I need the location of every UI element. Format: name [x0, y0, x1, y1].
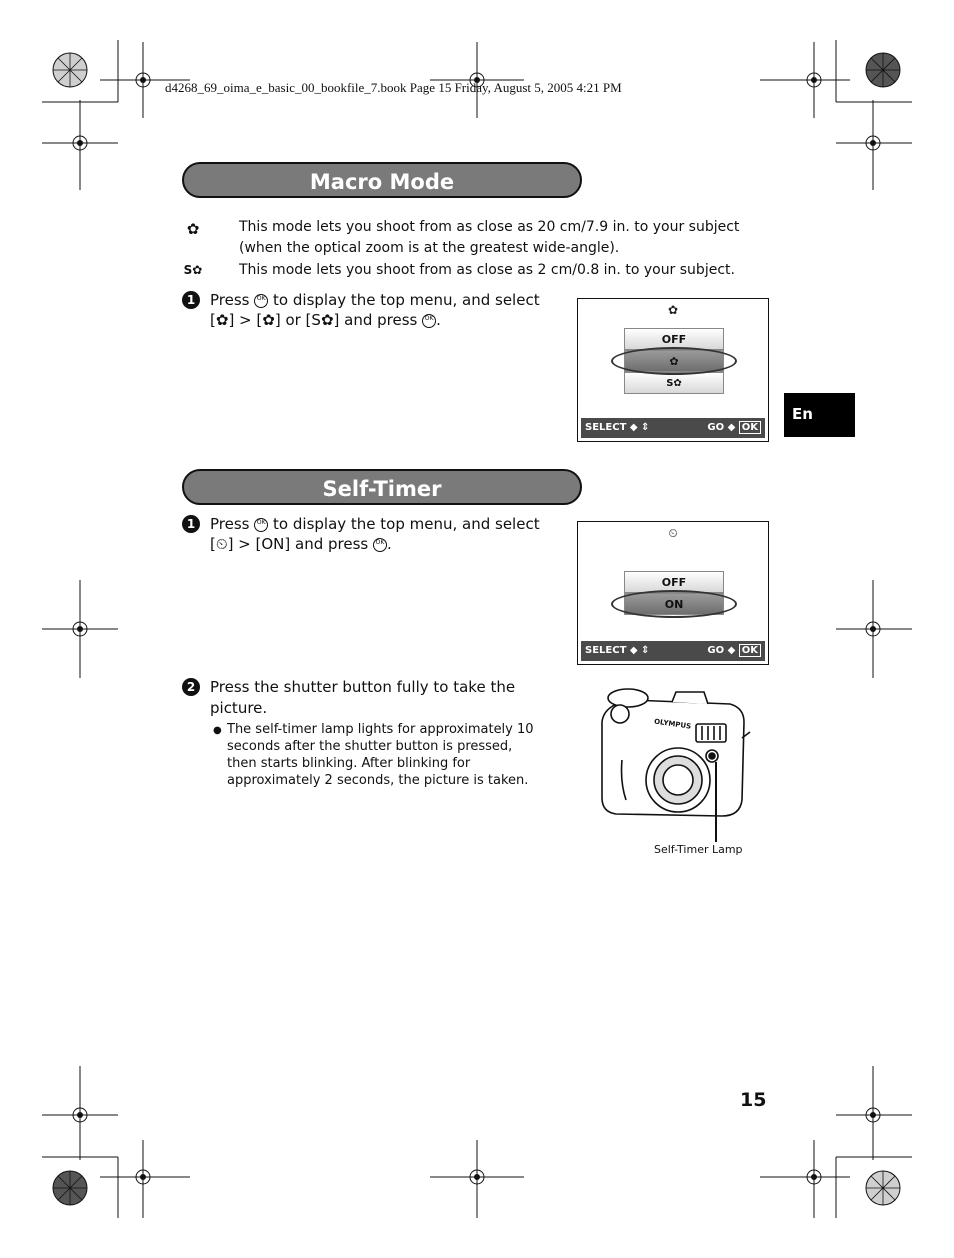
lcd-option-macro[interactable]: ✿	[624, 350, 724, 372]
macro-lcd-screen	[577, 298, 769, 442]
macro-icon: ✿	[186, 220, 200, 238]
lcd-button-bar: SELECT ◆ ⇕ GO ◆ OK	[581, 641, 765, 661]
self-timer-lcd-screen	[577, 521, 769, 665]
super-macro-description: This mode lets you shoot from as close as 2 cm/0.8 in. to your subject.	[239, 262, 735, 278]
brand-logo: OLYMPUS	[653, 717, 692, 731]
ok-label: OK	[739, 644, 761, 657]
lcd-title: ✿	[581, 302, 765, 318]
book-header: d4268_69_oima_e_basic_00_bookfile_7.book Page 15 Friday, August 5, 2005 4:21 PM	[165, 80, 622, 95]
ok-menu-icon: OK	[373, 538, 387, 552]
self-timer-heading: Self-Timer	[182, 469, 582, 505]
go-label: GO	[707, 645, 725, 656]
ok-label: OK	[739, 421, 761, 434]
step-number: 1	[182, 291, 200, 309]
macro-mode-heading: Macro Mode	[182, 162, 582, 198]
language-tab: En	[784, 393, 855, 437]
self-timer-step-1: Press OK to display the top menu, and select [⏲] > [ON] and press OK .	[210, 515, 540, 553]
super-macro-icon: S✿	[183, 263, 203, 277]
go-label: GO	[707, 422, 725, 433]
macro-step-1: Press OK to display the top menu, and select [✿] > [✿] or [S✿] and press OK .	[210, 291, 540, 329]
lcd-button-bar: SELECT ◆ ⇕ GO ◆ OK	[581, 418, 765, 438]
bullet-icon: ●	[213, 725, 222, 736]
lcd-option-on[interactable]: ON	[624, 593, 724, 615]
camera-illustration	[592, 682, 762, 842]
self-timer-lamp-caption: Self-Timer Lamp	[654, 843, 743, 856]
macro-description: This mode lets you shoot from as close as 20 cm/7.9 in. to your subject (when the optical zoom is at the greatest wide-angle).	[239, 219, 740, 256]
macro-icon: ✿	[262, 311, 275, 329]
self-timer-icon: ⏲	[215, 535, 228, 553]
lcd-option-off[interactable]: OFF	[624, 328, 724, 350]
selection-highlight	[611, 347, 737, 375]
lcd-option-off[interactable]: OFF	[624, 571, 724, 593]
step-number: 1	[182, 515, 200, 533]
self-timer-note: The self-timer lamp lights for approximately 10 seconds after the shutter button is pressed, then starts blinking. After blinking for approximately 2 seconds, the picture is taken.	[227, 722, 534, 788]
page-number: 15	[740, 1089, 767, 1111]
selection-highlight	[611, 590, 737, 618]
ok-menu-icon: OK	[422, 314, 436, 328]
lcd-option-super-macro[interactable]: S✿	[624, 372, 724, 394]
macro-icon: ✿	[215, 311, 229, 329]
step-number: 2	[182, 678, 200, 696]
lcd-title: ⏲	[581, 525, 765, 541]
super-macro-icon: S✿	[311, 311, 334, 329]
select-label: SELECT	[585, 645, 627, 656]
ok-menu-icon: OK	[254, 518, 268, 532]
self-timer-step-2: Press the shutter button fully to take the picture.	[210, 678, 516, 717]
ok-menu-icon: OK	[254, 294, 268, 308]
select-label: SELECT	[585, 422, 627, 433]
